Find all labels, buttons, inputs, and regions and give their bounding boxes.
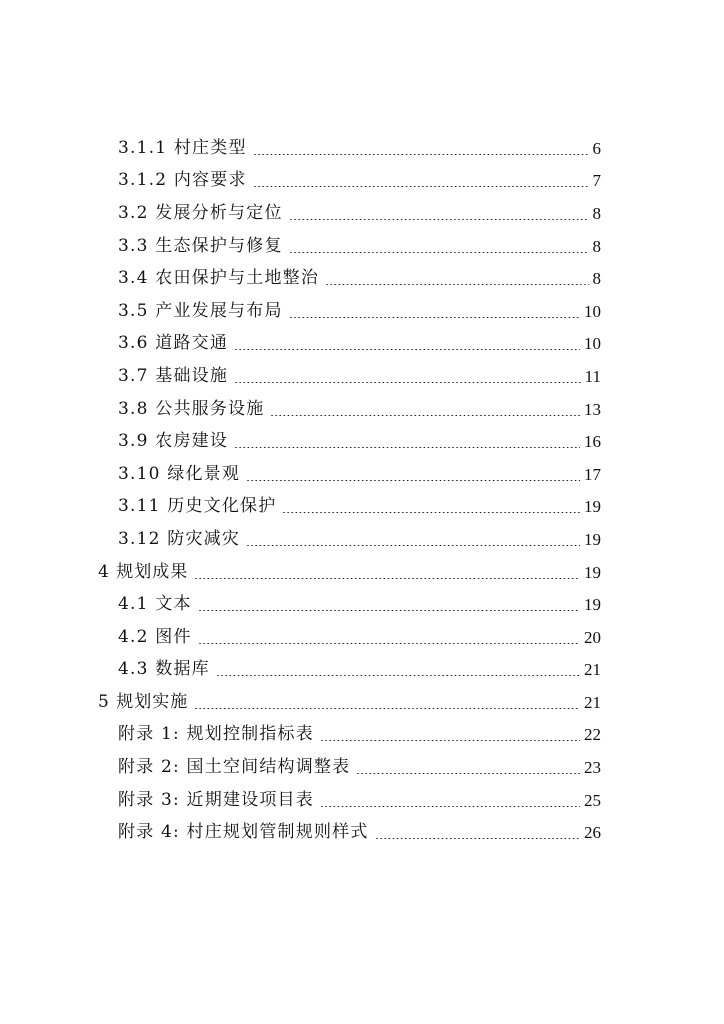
toc-entry-label: 3.10 绿化景观 [118,463,241,484]
toc-entry-label: 3.9 农房建设 [118,431,229,452]
dot-leader [253,154,589,155]
toc-entry-page: 10 [584,334,601,354]
toc-entry-label: 3.6 道路交通 [118,333,229,354]
toc-entry-label: 4.3 数据库 [118,659,210,680]
toc-entry-page: 8 [592,236,601,256]
toc-entry[interactable] [118,588,601,621]
toc-entry-label: 4.2 图件 [118,626,192,647]
toc-entry-page: 17 [584,464,601,484]
dot-leader [289,252,589,253]
dot-leader [194,708,580,709]
toc-entry-page: 19 [584,529,601,549]
toc-entry[interactable] [98,556,601,589]
toc-entry[interactable] [118,719,601,752]
toc-entry-label: 3.1.2 内容要求 [118,170,247,191]
toc-entry-page: 11 [584,366,601,386]
toc-entry-label: 3.4 农田保护与土地整治 [118,268,320,289]
toc-entry-label: 3.12 防灾减灾 [118,528,241,549]
dot-leader [246,480,580,481]
toc-entry-label: 3.8 公共服务设施 [118,398,265,419]
toc-entry[interactable] [118,230,601,263]
dot-leader [216,675,580,676]
toc-entry-page: 19 [584,562,601,582]
toc-entry-page: 21 [584,692,601,712]
toc-entry[interactable] [118,458,601,491]
toc-entry-page: 8 [592,203,601,223]
toc-entry[interactable] [118,816,601,849]
dot-leader [282,512,580,513]
toc-entry[interactable] [118,491,601,524]
toc-entry-page: 6 [592,138,601,158]
dot-leader [234,447,580,448]
toc-entry-page: 23 [584,758,601,778]
toc-entry-label: 3.11 历史文化保护 [118,496,277,517]
dot-leader [246,545,580,546]
toc-entry-label: 3.3 生态保护与修复 [118,235,283,256]
toc-entry-label: 附录 1: 规划控制指标表 [118,724,314,745]
toc-entry-page: 21 [584,660,601,680]
toc-entry-page: 26 [584,823,601,843]
dot-leader [234,382,581,383]
toc-entry-page: 19 [584,595,601,615]
table-of-contents [0,132,724,849]
toc-entry-page: 25 [584,790,601,810]
dot-leader [253,186,589,187]
toc-entry[interactable] [118,523,601,556]
dot-leader [270,415,580,416]
toc-entry-label: 4 规划成果 [98,561,189,582]
toc-entry-label: 附录 4: 村庄规划管制规则样式 [118,822,369,843]
toc-entry[interactable] [118,132,601,165]
toc-entry-page: 22 [584,725,601,745]
dot-leader [234,349,580,350]
dot-leader [325,284,588,285]
dot-leader [320,806,580,807]
dot-leader [375,838,580,839]
toc-entry-page: 8 [592,269,601,289]
toc-entry-label: 3.5 产业发展与布局 [118,300,283,321]
toc-entry[interactable] [118,295,601,328]
dot-leader [320,740,580,741]
toc-entry-page: 20 [584,627,601,647]
dot-leader [198,643,580,644]
dot-leader [289,219,589,220]
toc-entry-label: 3.1.1 村庄类型 [118,137,247,158]
dot-leader [198,610,580,611]
toc-entry[interactable] [118,360,601,393]
toc-entry[interactable] [118,165,601,198]
toc-entry[interactable] [118,751,601,784]
toc-entry-page: 13 [584,399,601,419]
toc-entry-label: 附录 2: 国土空间结构调整表 [118,757,351,778]
toc-entry-page: 10 [584,301,601,321]
toc-entry-page: 16 [584,432,601,452]
toc-entry-label: 4.1 文本 [118,594,192,615]
toc-entry[interactable] [118,425,601,458]
toc-entry-label: 3.7 基础设施 [118,365,229,386]
toc-entry-label: 5 规划实施 [98,691,189,712]
dot-leader [289,317,580,318]
toc-entry[interactable] [118,393,601,426]
toc-entry[interactable] [118,328,601,361]
toc-entry[interactable] [98,686,601,719]
toc-entry[interactable] [118,262,601,295]
toc-entry[interactable] [118,197,601,230]
toc-entry[interactable] [118,621,601,654]
dot-leader [194,578,580,579]
toc-entry[interactable] [118,654,601,687]
toc-entry-page: 7 [592,171,601,191]
dot-leader [356,773,580,774]
toc-entry-label: 附录 3: 近期建设项目表 [118,789,314,810]
toc-entry-page: 19 [584,497,601,517]
toc-entry[interactable] [118,784,601,817]
toc-entry-label: 3.2 发展分析与定位 [118,202,283,223]
